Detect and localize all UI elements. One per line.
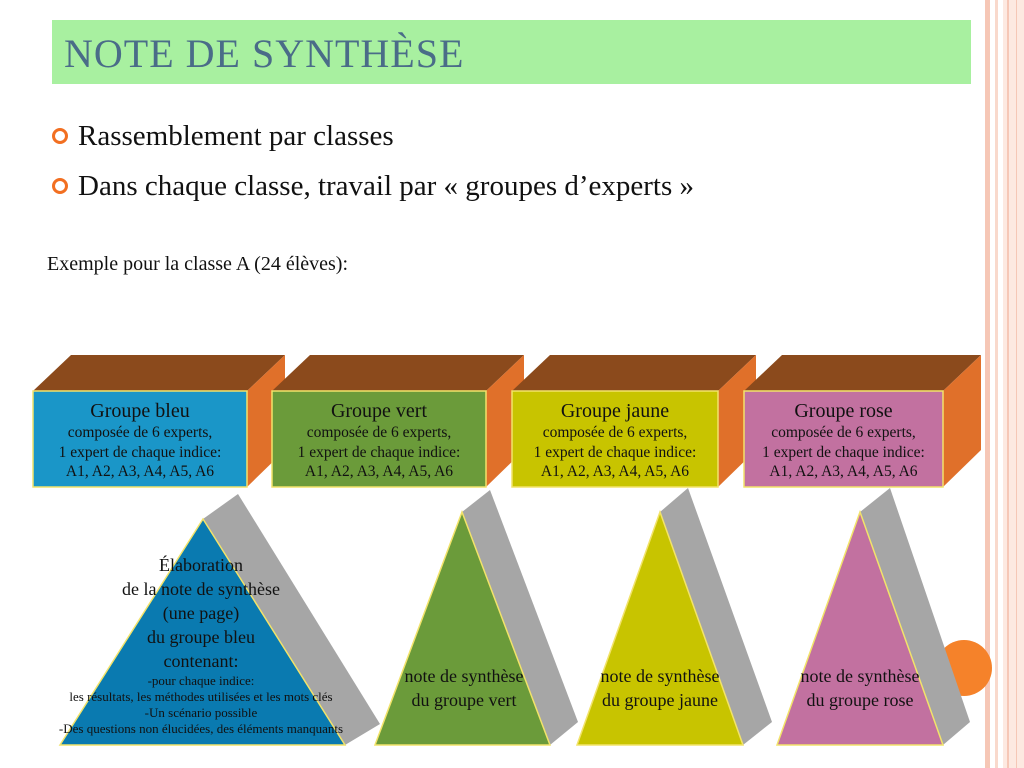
pyramid-line: note de synthèse	[600, 666, 720, 686]
pyramid-detail: -pour chaque indice:	[147, 673, 255, 688]
pyramid-label-jaune	[571, 664, 749, 712]
pyramid-line: (une page)	[162, 603, 240, 623]
pyramid-detail: -Des questions non élucidées, des éléments manquants	[58, 721, 344, 736]
group-line: 1 expert de chaque indice:	[533, 443, 697, 461]
group-line: composée de 6 experts,	[306, 424, 452, 441]
group-title: Groupe rose	[794, 400, 893, 422]
group-title: Groupe jaune	[560, 400, 670, 422]
pyramid-line: contenant:	[163, 651, 239, 671]
pyramid-line: Élaboration	[159, 555, 243, 575]
pyramid-line: du groupe vert	[411, 690, 517, 710]
group-label-bleu	[33, 399, 247, 482]
pyramid-line: de la note de synthèse	[122, 579, 280, 599]
group-line: composée de 6 experts,	[67, 424, 213, 441]
group-line: A1, A2, A3, A4, A5, A6	[769, 463, 918, 480]
group-label-jaune	[512, 399, 718, 482]
pyramid-line: du groupe jaune	[602, 690, 718, 710]
group-label-rose	[740, 399, 947, 482]
bullet-text: Rassemblement par classes	[78, 120, 394, 152]
pyramid-detail: -Un scénario possible	[144, 705, 258, 720]
example-caption: Exemple pour la classe A (24 élèves):	[47, 253, 349, 275]
page-title: NOTE DE SYNTHÈSE	[64, 31, 465, 76]
group-title: Groupe vert	[330, 400, 428, 422]
group-line: A1, A2, A3, A4, A5, A6	[540, 463, 690, 480]
group-line: composée de 6 experts,	[542, 424, 688, 441]
group-line: 1 expert de chaque indice:	[297, 443, 461, 461]
box-top	[744, 355, 981, 391]
group-line: 1 expert de chaque indice:	[58, 443, 222, 461]
box-top	[33, 355, 285, 391]
pyramid-label-bleu	[20, 553, 382, 737]
group-title: Groupe bleu	[90, 400, 190, 422]
pyramid-label-rose	[771, 664, 949, 712]
bullet-text: Dans chaque classe, travail par « groupes d’experts »	[78, 170, 695, 202]
pyramid-detail: les résultats, les méthodes utilisées et les mots clés	[69, 689, 333, 704]
pyramid-line: note de synthèse	[404, 666, 524, 686]
group-line: composée de 6 experts,	[771, 424, 916, 441]
group-line: A1, A2, A3, A4, A5, A6	[65, 463, 215, 480]
pyramid-label-vert	[375, 664, 553, 712]
pyramid-line: note de synthèse	[800, 666, 920, 686]
box-top	[272, 355, 524, 391]
group-label-vert	[272, 399, 486, 482]
group-line: 1 expert de chaque indice:	[762, 443, 925, 461]
pyramid-line: du groupe rose	[806, 690, 914, 710]
group-line: A1, A2, A3, A4, A5, A6	[304, 463, 454, 480]
box-top	[512, 355, 756, 391]
pyramid-line: du groupe bleu	[147, 627, 255, 647]
